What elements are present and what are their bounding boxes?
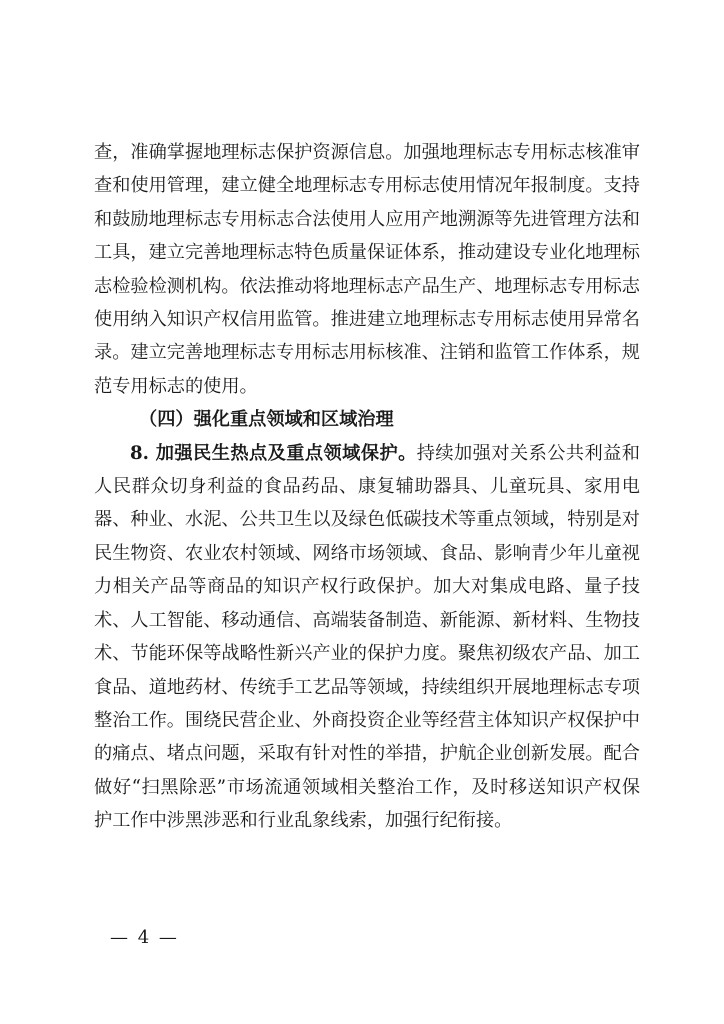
page-number: — 4 — [110, 927, 179, 948]
section-heading: （四）强化重点领域和区域治理 [139, 409, 394, 431]
body-paragraph: 查，准确掌握地理标志保护资源信息。加强地理标志专用标志核准审查和使用管理，建立健全地理标志专用标志使用情况年报制度。支持和鼓励地理标志专用标志合法使用人应用产地溯源等先进管理方法和工具，建立完善地理标志特色质量保证体系，推动建设专业化地理标志检验检测机构。依法推动将地理标志产品生产、地理标志专用标志使用纳入知识产权信用监管。推进建立地理标志专用标志使用异常名录。建立完善地理标志专用标志用标核准、注销和监管工作体系，规范专用标志的使用。 [94, 142, 640, 397]
document-body [94, 136, 640, 838]
item-body: 持续加强对关系公共利益和人民群众切身利益的食品药品、康复辅助器具、儿童玩具、家用电器、种业、水泥、公共卫生以及绿色低碳技术等重点领域，特别是对民生物资、农业农村领域、网络市场领域、食品、影响青少年儿童视力相关产品等商品的知识产权行政保护。加大对集成电路、量子技术、人工智能、移动通信、高端装备制造、新能源、新材料、生物技术、节能环保等战略性新兴产业的保护力度。聚焦初级农产品、加工食品、道地药材、传统手工艺品等领域，持续组织开展地理标志专项整治工作。围绕民营企业、外商投资企业等经营主体知识产权保护中的痛点、堵点问题，采取有针对性的举措，护航企业创新发展。配合做好“扫黑除恶”市场流通领域相关整治工作，及时移送知识产权保护工作中涉黑涉恶和行业乱象线索，加强行纪衔接。 [94, 442, 640, 832]
item-lead: 8. 加强民生热点及重点领域保护。 [130, 442, 417, 464]
item-paragraph [94, 437, 640, 838]
